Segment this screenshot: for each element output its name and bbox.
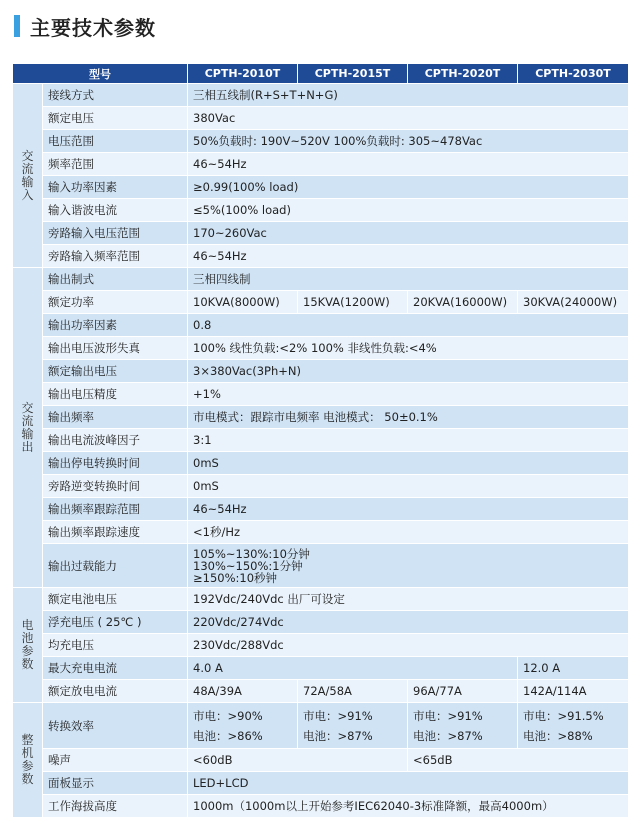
table-row: [13, 588, 629, 611]
row-value: 12.0 A: [518, 657, 629, 680]
section-label-char: 数: [21, 657, 34, 671]
table-row: [13, 429, 629, 452]
overload-line: 105%~130%:10分钟: [193, 546, 310, 561]
section-label-char: 入: [21, 187, 34, 202]
row-value: 市电模式：跟踪市电频率 电池模式： 50±0.1%: [188, 406, 629, 429]
title-accent-bar: [14, 15, 20, 37]
row-label: 浮充电压 ( 25℃ ): [43, 611, 188, 634]
row-value: 1000m（1000m以上开始参考IEC62040-3标准降额，最高4000m）: [188, 795, 629, 818]
table-row: [13, 222, 629, 245]
table-row: [13, 383, 629, 406]
section-label-char: 参: [21, 759, 34, 773]
row-value: 50%负载时: 190V~520V 100%负载时: 305~478Vac: [188, 130, 629, 153]
section-label: [18, 150, 37, 202]
table-row: [13, 680, 629, 703]
section-label: [18, 734, 37, 786]
efficiency-battery: 电池：>88%: [523, 728, 593, 743]
header-model: CPTH-2010T: [188, 64, 298, 84]
table-row: [13, 634, 629, 657]
table-row: [13, 657, 629, 680]
row-value: 46~54Hz: [188, 245, 629, 268]
row-label: 输出电压精度: [43, 383, 188, 406]
spec-table: [12, 63, 629, 818]
header-model: CPTH-2020T: [408, 64, 518, 84]
efficiency-mains: 市电：>91%: [413, 708, 483, 723]
row-label: 接线方式: [43, 84, 188, 107]
row-value: 230Vdc/288Vdc: [188, 634, 629, 657]
row-value: 0mS: [188, 475, 629, 498]
row-value: 3:1: [188, 429, 629, 452]
section-label-char: 池: [21, 631, 34, 645]
row-label: 额定输出电压: [43, 360, 188, 383]
row-value: 三相五线制(R+S+T+N+G): [188, 84, 629, 107]
row-value: 380Vac: [188, 107, 629, 130]
row-label: 面板显示: [43, 772, 188, 795]
row-label: 输入谐波电流: [43, 199, 188, 222]
row-label: 工作海拔高度: [43, 795, 188, 818]
overload-line: 130%~150%:1分钟: [193, 558, 303, 573]
table-row: [13, 199, 629, 222]
row-value: <65dB: [408, 749, 629, 772]
header-model: CPTH-2030T: [518, 64, 629, 84]
table-row: [13, 268, 629, 291]
row-value: 3×380Vac(3Ph+N): [188, 360, 629, 383]
row-label: 输出频率跟踪范围: [43, 498, 188, 521]
table-row: [13, 153, 629, 176]
section-label-char: 流: [21, 161, 34, 176]
row-value: [408, 703, 518, 749]
row-value: [188, 703, 298, 749]
section-battery: [13, 588, 43, 703]
row-value: 三相四线制: [188, 268, 629, 291]
section-label: [18, 619, 37, 671]
row-value: 30KVA(24000W): [518, 291, 629, 314]
table-row: [13, 314, 629, 337]
table-row: [13, 611, 629, 634]
table-row: [13, 406, 629, 429]
row-label: 输出频率: [43, 406, 188, 429]
row-value: 15KVA(1200W): [298, 291, 408, 314]
section-label-char: 流: [21, 413, 34, 428]
row-label: 输出制式: [43, 268, 188, 291]
row-label: 额定功率: [43, 291, 188, 314]
table-row: [13, 107, 629, 130]
table-row: [13, 84, 629, 107]
section-label: [18, 402, 37, 454]
row-label: 均充电压: [43, 634, 188, 657]
row-label: 电压范围: [43, 130, 188, 153]
page-title: 主要技术参数: [30, 16, 156, 40]
row-value: [188, 544, 629, 588]
table-row: [13, 749, 629, 772]
table-row: [13, 795, 629, 818]
row-label: 输出停电转换时间: [43, 452, 188, 475]
efficiency-mains: 市电：>90%: [193, 708, 263, 723]
section-label-char: 整: [21, 733, 34, 747]
row-label: 额定电池电压: [43, 588, 188, 611]
row-value: 142A/114A: [518, 680, 629, 703]
row-label: 转换效率: [43, 703, 188, 749]
row-label: 旁路逆变转换时间: [43, 475, 188, 498]
section-label-char: 电: [21, 618, 34, 632]
row-value: +1%: [188, 383, 629, 406]
section-label-char: 机: [21, 746, 34, 760]
row-label: 输出过载能力: [43, 544, 188, 588]
section-label-char: 交: [21, 148, 34, 163]
row-value: 4.0 A: [188, 657, 518, 680]
section-ac-output: [13, 268, 43, 588]
row-value: <1秒/Hz: [188, 521, 629, 544]
section-system: [13, 703, 43, 818]
row-label: 额定电压: [43, 107, 188, 130]
row-label: 噪声: [43, 749, 188, 772]
efficiency-mains: 市电：>91%: [303, 708, 373, 723]
header-type: 型号: [13, 64, 188, 84]
table-row: [13, 521, 629, 544]
table-row: [13, 176, 629, 199]
section-label-char: 输: [21, 426, 34, 441]
row-value: 46~54Hz: [188, 153, 629, 176]
row-label: 输出电流波峰因子: [43, 429, 188, 452]
row-value: 46~54Hz: [188, 498, 629, 521]
row-value: ≤5%(100% load): [188, 199, 629, 222]
row-value: 220Vdc/274Vdc: [188, 611, 629, 634]
row-label: 最大充电电流: [43, 657, 188, 680]
row-value: 170~260Vac: [188, 222, 629, 245]
table-row: [13, 475, 629, 498]
row-value: 72A/58A: [298, 680, 408, 703]
row-label: 额定放电电流: [43, 680, 188, 703]
table-row: [13, 360, 629, 383]
table-row: [13, 245, 629, 268]
section-label-char: 交: [21, 400, 34, 415]
header-model: CPTH-2015T: [298, 64, 408, 84]
row-value: ≥0.99(100% load): [188, 176, 629, 199]
section-label-char: 参: [21, 644, 34, 658]
section-label-char: 输: [21, 174, 34, 189]
row-value: LED+LCD: [188, 772, 629, 795]
row-value: 10KVA(8000W): [188, 291, 298, 314]
efficiency-battery: 电池：>87%: [413, 728, 483, 743]
table-row: [13, 291, 629, 314]
row-value: 192Vdc/240Vdc 出厂可设定: [188, 588, 629, 611]
table-row: [13, 772, 629, 795]
efficiency-battery: 电池：>87%: [303, 728, 373, 743]
table-row: [13, 703, 629, 749]
row-label: 频率范围: [43, 153, 188, 176]
row-value: 48A/39A: [188, 680, 298, 703]
row-label: 输出功率因素: [43, 314, 188, 337]
table-row: [13, 544, 629, 588]
row-label: 输入功率因素: [43, 176, 188, 199]
row-value: <60dB: [188, 749, 408, 772]
table-row: [13, 337, 629, 360]
row-label: 输出频率跟踪速度: [43, 521, 188, 544]
table-row: [13, 498, 629, 521]
row-value: 20KVA(16000W): [408, 291, 518, 314]
row-label: 输出电压波形失真: [43, 337, 188, 360]
row-label: 旁路输入频率范围: [43, 245, 188, 268]
row-value: 96A/77A: [408, 680, 518, 703]
row-value: 0.8: [188, 314, 629, 337]
section-ac-input: [13, 84, 43, 268]
table-row: [13, 452, 629, 475]
efficiency-battery: 电池：>86%: [193, 728, 263, 743]
section-label-char: 出: [21, 439, 34, 454]
efficiency-mains: 市电：>91.5%: [523, 708, 604, 723]
row-value: 100% 线性负载:<2% 100% 非线性负载:<4%: [188, 337, 629, 360]
row-label: 旁路输入电压范围: [43, 222, 188, 245]
section-label-char: 数: [21, 772, 34, 786]
table-row: [13, 130, 629, 153]
row-value: [298, 703, 408, 749]
row-value: 0mS: [188, 452, 629, 475]
overload-line: ≥150%:10秒钟: [193, 570, 278, 585]
header-row: [13, 64, 629, 84]
row-value: [518, 703, 629, 749]
